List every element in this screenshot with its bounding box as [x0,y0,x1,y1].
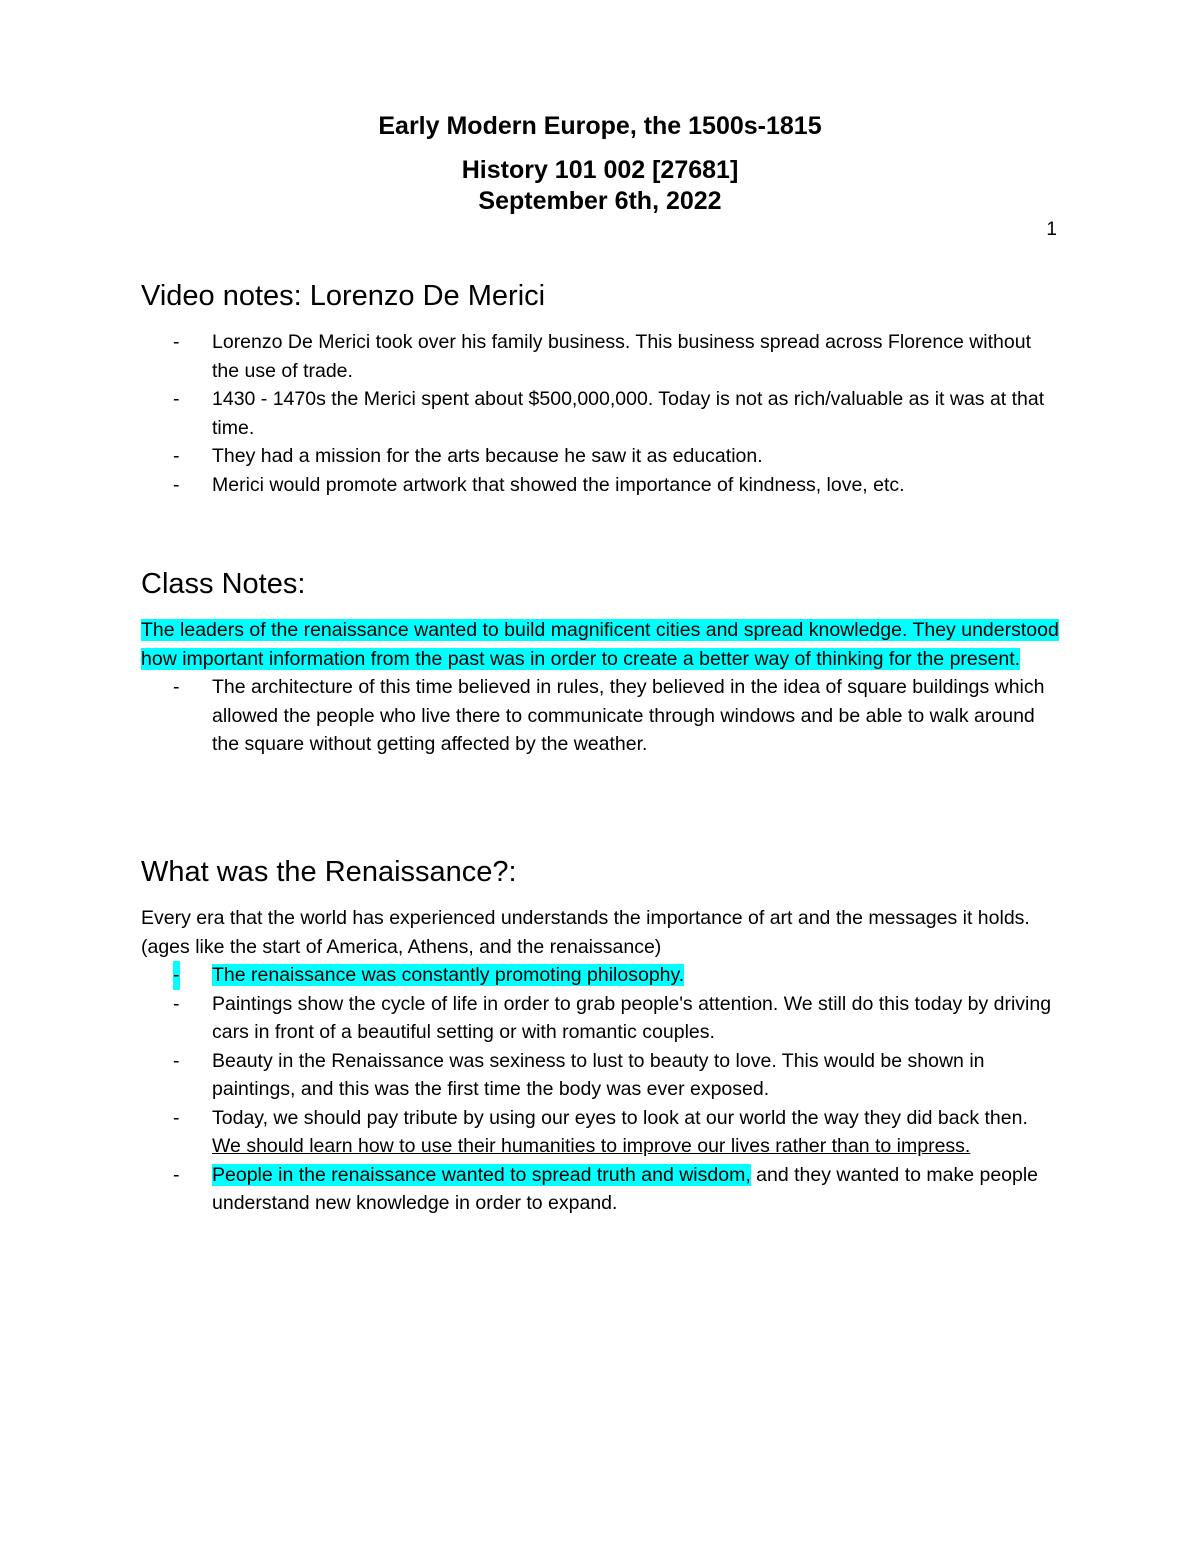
highlighted-text: The renaissance was constantly promoting philosophy. [212,964,685,986]
course-code: History 101 002 [27681] [461,156,739,184]
video-notes-heading: Video notes: Lorenzo De Merici [141,280,546,312]
video-notes-list [141,328,1061,499]
class-notes-section [141,566,1061,759]
list-item [141,673,1061,759]
dash-bullet: - [173,676,180,698]
class-notes-intro [141,616,1061,673]
page-number: 1 [1046,219,1057,240]
dash-bullet: - [173,1106,180,1129]
dash-bullet: - [173,992,180,1015]
dash-bullet: - [173,388,180,410]
dash-bullet: - [173,331,180,353]
dash-bullet: - [173,473,180,496]
dash-bullet: - [173,445,180,467]
video-notes-section [141,278,1061,499]
list-item-text: Lorenzo De Merici took over his family business. This business spread across Florence without the use of trade. [212,331,1031,382]
dash-bullet: - [173,1049,180,1072]
renaissance-list [141,961,1061,1218]
list-item [141,1161,1061,1218]
highlighted-text: The leaders of the renaissance wanted to build magnificent cities and spread knowledge. They understood how important information from the past was in order to create a better way of thinking for the present. [141,619,1059,670]
renaissance-intro: Every era that the world has experienced understands the importance of art and the messages it holds. (ages like the start of America, Athens, and the renaissance) [141,907,1030,958]
list-item-text: and they wanted to make people understand new knowledge in order to expand. [212,1163,1039,1214]
list-item [141,990,1061,1047]
list-item-text: Today, we should pay tribute by using our eyes to look at our world the way they did back then. [212,1106,1028,1129]
list-item-text: Paintings show the cycle of life in order to grab people's attention. We still do this today by driving cars in front of a beautiful setting or with romantic couples. [212,992,1052,1043]
class-notes-heading: Class Notes: [141,568,306,600]
highlighted-text: People in the renaissance wanted to spread truth and wisdom, [212,1163,751,1186]
list-item-text: They had a mission for the arts because he saw it as education. [212,445,763,467]
list-item [141,442,1061,471]
list-item [141,961,1061,990]
list-item-text: 1430 - 1470s the Merici spent about $500,000,000. Today is not as rich/valuable as it was at that time. [212,388,1045,439]
underlined-text: We should learn how to use their humanities to improve our lives rather than to impress. [212,1135,971,1157]
renaissance-section [141,854,1061,1218]
dash-bullet: - [173,1163,180,1186]
list-item-text: Merici would promote artwork that showed the importance of kindness, love, etc. [212,473,905,496]
list-item [141,328,1061,385]
list-item-text: The architecture of this time believed in rules, they believed in the idea of square buildings which allowed the people who live there to communicate through windows and be able to walk around the square without getting affected by the weather. [212,676,1045,755]
renaissance-heading: What was the Renaissance?: [141,856,517,888]
list-item [141,385,1061,442]
list-item [141,471,1061,500]
list-item-text: Beauty in the Renaissance was sexiness to lust to beauty to love. This would be shown in paintings, and this was the first time the body was ever exposed. [212,1049,985,1100]
list-item [141,1047,1061,1104]
class-notes-list [141,673,1061,759]
dash-bullet: - [173,961,180,990]
list-item [141,1104,1061,1161]
document-date: September 6th, 2022 [478,187,722,215]
document-title: Early Modern Europe, the 1500s-1815 [378,112,822,140]
